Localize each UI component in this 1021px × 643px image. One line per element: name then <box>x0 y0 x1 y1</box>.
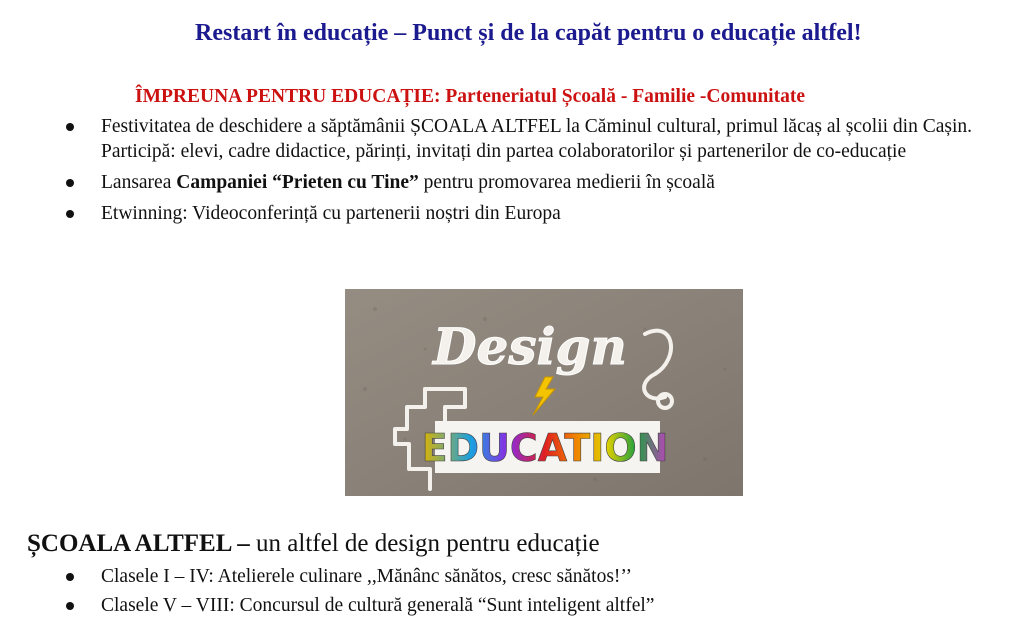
bullet-icon <box>66 573 74 581</box>
list-item <box>66 201 1016 226</box>
page-subtitle: ÎMPREUNA PENTRU EDUCAȚIE: Parteneriatul Școală - Familie -Comunitate <box>135 86 805 107</box>
campaign-name: Campaniei “Prieten cu Tine” <box>176 172 419 193</box>
classes-list <box>66 564 966 622</box>
list-item-text: Clasele V – VIII: Concursul de cultură generală “Sunt inteligent altfel” <box>101 595 655 616</box>
section-heading-rest: un altfel de design pentru educație <box>249 530 600 557</box>
design-education-image <box>345 289 743 496</box>
design-word: Design <box>433 317 627 376</box>
list-item <box>66 170 1016 195</box>
page-title: Restart în educație – Punct și de la capăt pentru o educație altfel! <box>195 20 862 46</box>
list-item-text: Festivitatea de deschidere a săptămânii ȘCOALA ALTFEL la Căminul cultural, primul lăcaș al școlii din Cașin. Participă: elevi, cadre didactice, părinți, invitați din partea colaboratorilor și partenerilor de co-educație <box>101 116 973 162</box>
section-heading <box>27 530 600 558</box>
list-item-prefix: Lansarea <box>101 172 177 193</box>
list-item <box>66 564 966 589</box>
activities-list <box>66 114 1016 232</box>
education-word: EDUCATION <box>421 426 669 470</box>
list-item-suffix: pentru promovarea medierii în școală <box>418 172 715 193</box>
list-item-text: Clasele I – IV: Atelierele culinare ,,Mănânc sănătos, cresc sănătos!’’ <box>101 566 632 587</box>
list-item <box>66 593 966 618</box>
bullet-icon <box>66 602 74 610</box>
bullet-icon <box>66 210 74 218</box>
list-item-text: Etwinning: Videoconferință cu partenerii noștri din Europa <box>101 203 561 224</box>
list-item <box>66 114 1016 164</box>
bullet-icon <box>66 123 74 131</box>
section-heading-bold: ȘCOALA ALTFEL – <box>27 530 250 557</box>
bullet-icon <box>66 179 74 187</box>
